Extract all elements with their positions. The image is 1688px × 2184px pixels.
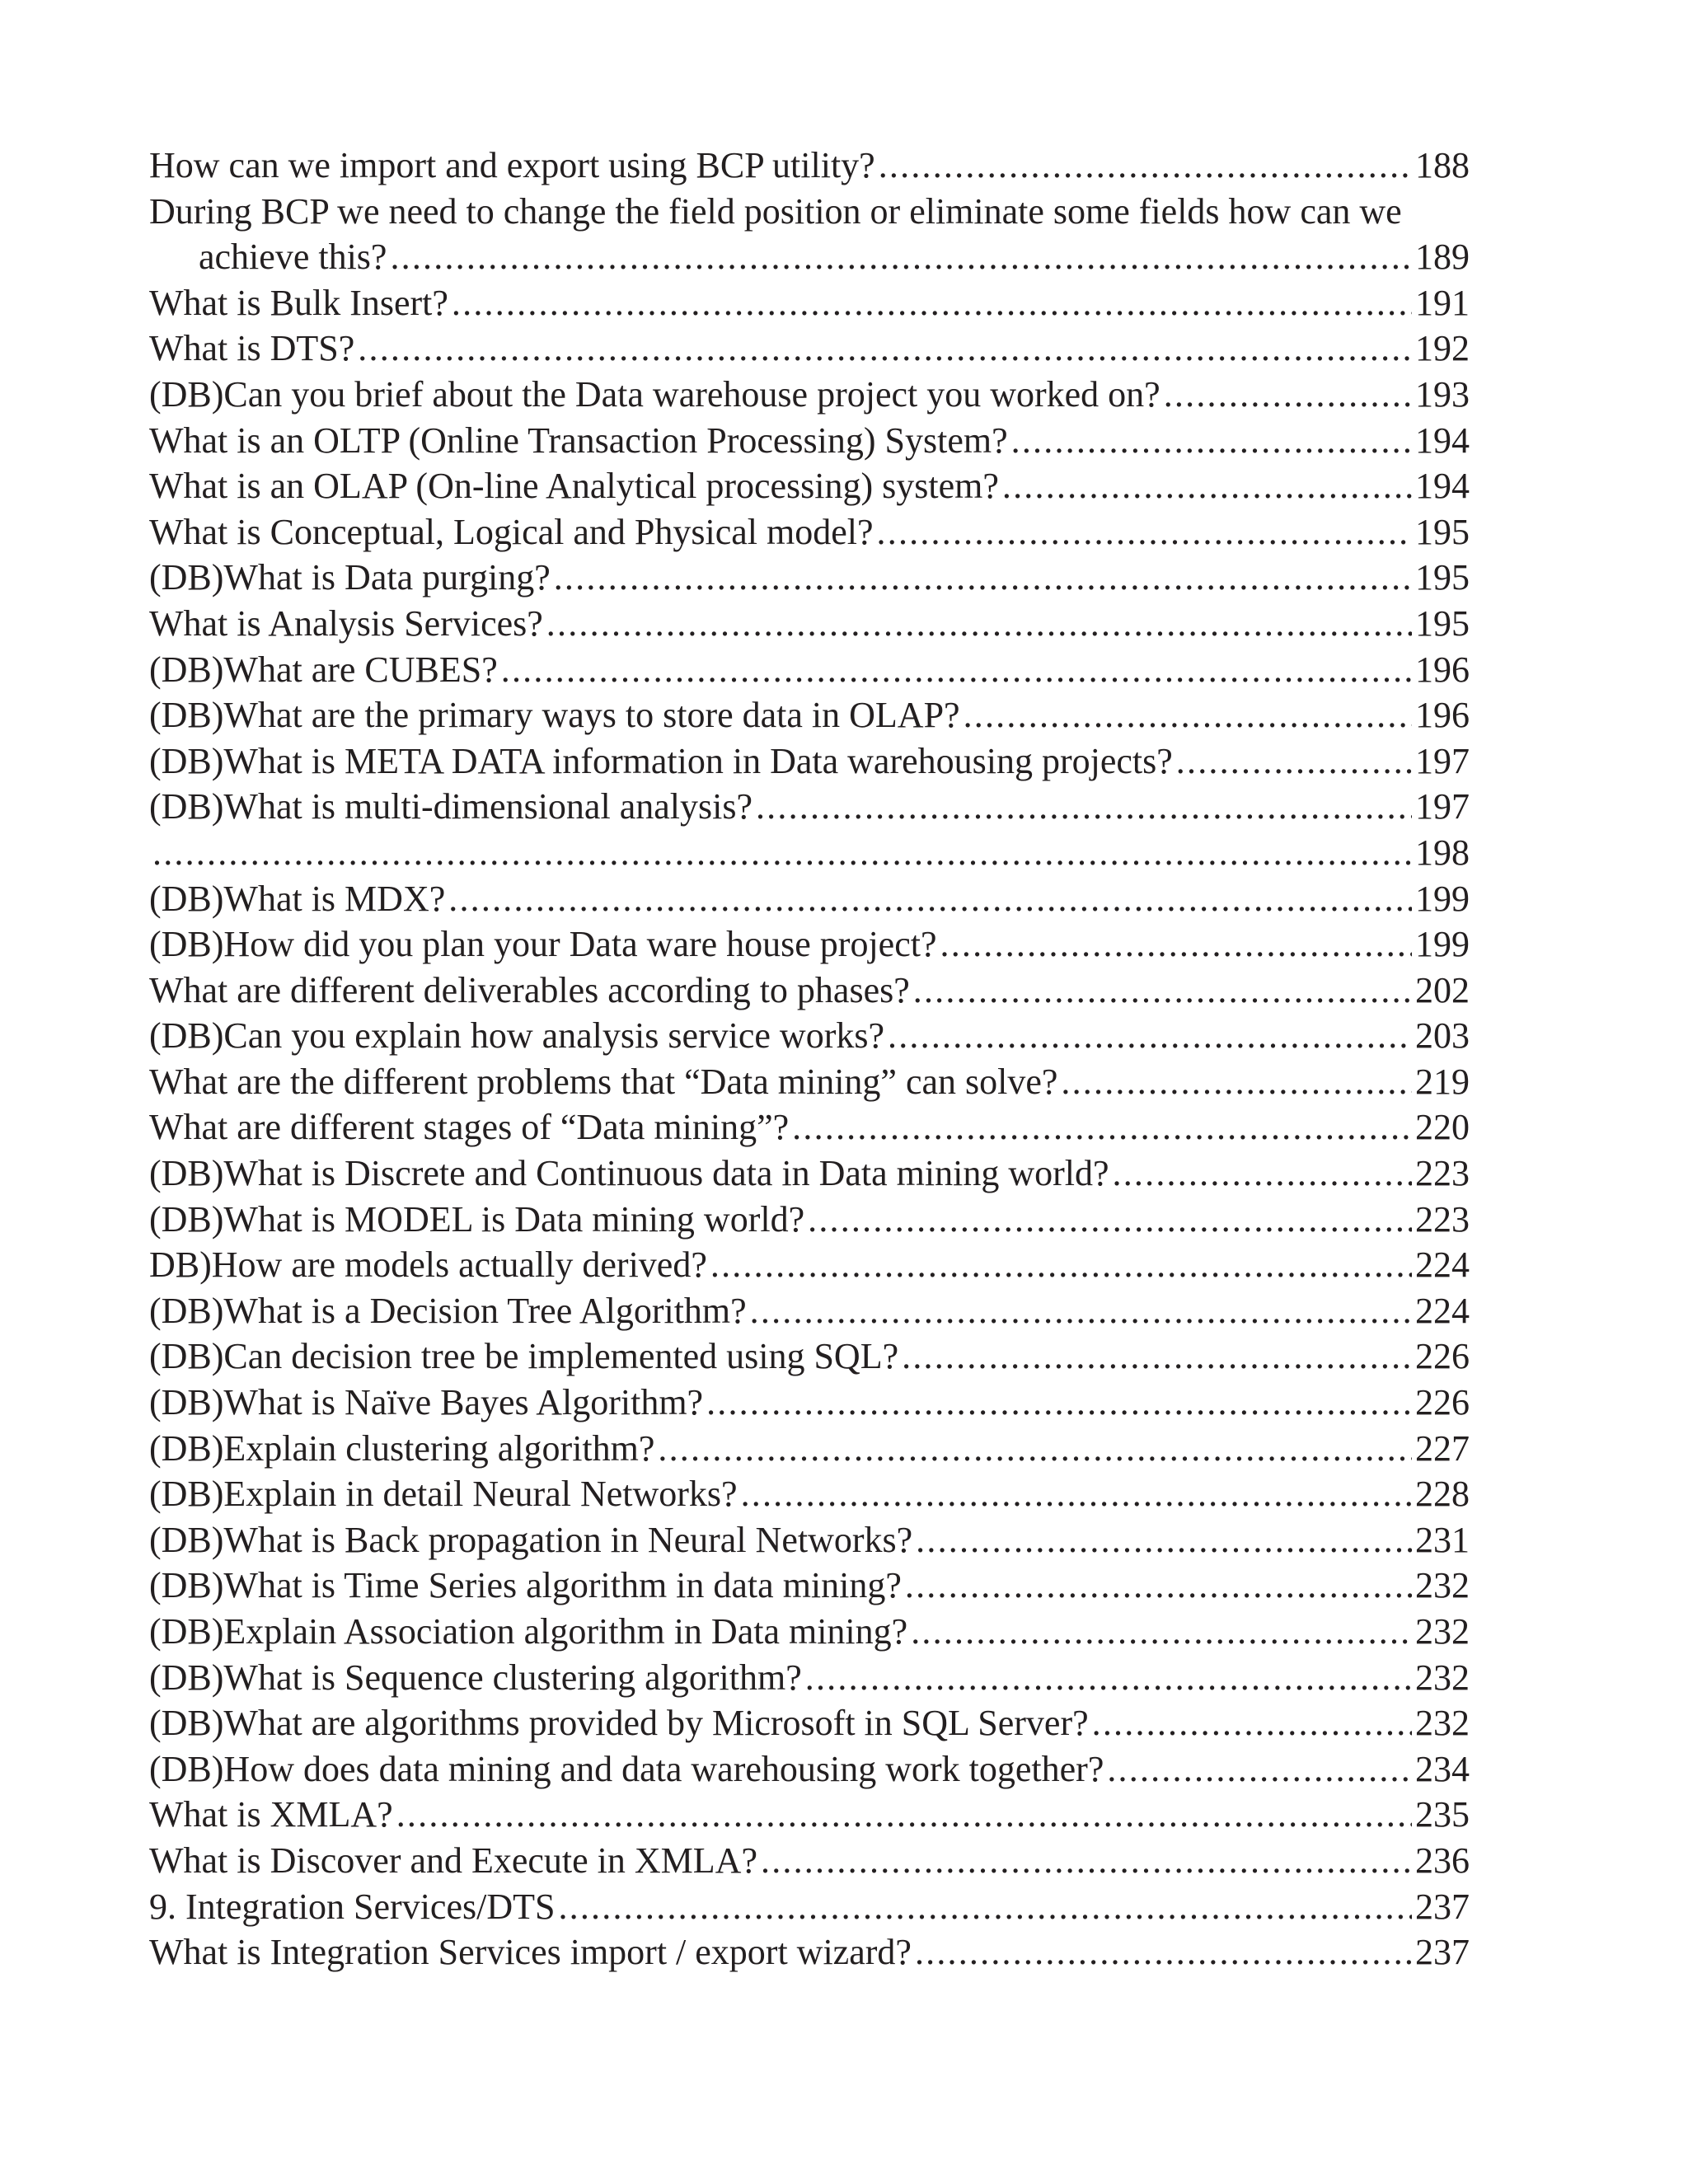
- toc-entry-page-number: 227: [1415, 1427, 1470, 1469]
- dot-leader: [964, 692, 1412, 738]
- toc-entry[interactable]: [149, 1013, 1470, 1059]
- toc-entry[interactable]: [149, 1517, 1470, 1563]
- dot-leader: [805, 1655, 1412, 1701]
- dot-leader: [808, 1197, 1412, 1243]
- toc-entry[interactable]: [149, 1197, 1470, 1243]
- toc-entry[interactable]: [149, 1471, 1470, 1517]
- toc-entry-title: (DB)What is Sequence clustering algorithm?: [149, 1657, 802, 1698]
- dot-leader: [558, 1884, 1412, 1930]
- toc-entry-page-number: 194: [1415, 419, 1470, 461]
- toc-entry-page-number: 235: [1415, 1794, 1470, 1835]
- toc-entry-title: During BCP we need to change the field position or eliminate some fields how can we: [149, 190, 1402, 232]
- toc-entry-page-number: 223: [1415, 1153, 1470, 1194]
- dot-leader: [888, 1013, 1412, 1059]
- toc-entry[interactable]: [149, 921, 1470, 968]
- toc-entry[interactable]: [149, 1929, 1470, 1975]
- toc-entry-title: What is an OLAP (On-line Analytical processing) system?: [149, 466, 999, 507]
- dot-leader: [448, 876, 1412, 922]
- toc-entry[interactable]: [149, 1380, 1470, 1426]
- toc-entry-page-number: 193: [1415, 373, 1470, 415]
- dot-leader: [911, 1609, 1412, 1655]
- toc-entry-title: What is an OLTP (Online Transaction Processing) System?: [149, 419, 1008, 461]
- toc-entry[interactable]: [149, 280, 1470, 326]
- toc-entry-title: (DB)What are algorithms provided by Microsoft in SQL Server?: [149, 1703, 1089, 1744]
- toc-entry-page-number: 188: [1415, 145, 1470, 185]
- toc-entry[interactable]: [149, 830, 1470, 876]
- dot-leader: [879, 143, 1412, 189]
- toc-entry[interactable]: [149, 647, 1470, 693]
- toc-entry-title: 9. Integration Services/DTS: [149, 1886, 556, 1927]
- toc-entry-title: (DB)How does data mining and data warehousing work together?: [149, 1748, 1104, 1789]
- toc-entry-title: What is XMLA?: [149, 1794, 393, 1835]
- toc-entry-page-number: 224: [1415, 1244, 1470, 1286]
- toc-entry-page-number: 220: [1415, 1107, 1470, 1148]
- toc-entry-page-number: 197: [1415, 740, 1470, 781]
- toc-entry-title: (DB)What is a Decision Tree Algorithm?: [149, 1290, 747, 1331]
- toc-entry-title: (DB)What are the primary ways to store data in OLAP?: [149, 695, 960, 736]
- toc-entry[interactable]: [149, 509, 1470, 555]
- toc-entry-title: What is Analysis Services?: [149, 602, 543, 644]
- toc-entry-title: What are different deliverables according to phases?: [149, 969, 910, 1010]
- dot-leader: [756, 784, 1412, 830]
- toc-entry-page-number: 196: [1415, 695, 1470, 736]
- dot-leader: [1164, 372, 1412, 418]
- toc-entry-page-number: 195: [1415, 557, 1470, 598]
- toc-entry-page-number: 234: [1415, 1748, 1470, 1789]
- dot-leader: [1002, 463, 1412, 509]
- toc-entry[interactable]: [149, 1655, 1470, 1701]
- toc-entry-page-number: 226: [1415, 1336, 1470, 1377]
- toc-entry[interactable]: [149, 1884, 1470, 1930]
- dot-leader: [1107, 1746, 1412, 1793]
- toc-entry[interactable]: [149, 1609, 1470, 1655]
- toc-entry[interactable]: [149, 1746, 1470, 1793]
- dot-leader: [358, 326, 1412, 372]
- toc-entry[interactable]: [149, 143, 1470, 189]
- toc-entry[interactable]: [149, 1242, 1470, 1288]
- toc-entry-page-number: 228: [1415, 1474, 1470, 1515]
- dot-leader: [390, 234, 1412, 280]
- toc-entry-title: (DB)What is MDX?: [149, 878, 446, 919]
- toc-entry[interactable]: [149, 1333, 1470, 1380]
- toc-entry-page-number: 237: [1415, 1932, 1470, 1973]
- toc-entry-page-number: 226: [1415, 1382, 1470, 1423]
- toc-entry[interactable]: [149, 463, 1470, 509]
- toc-entry[interactable]: [149, 418, 1470, 464]
- dot-leader: [905, 1563, 1412, 1609]
- toc-entry-title: (DB)How did you plan your Data ware house project?: [149, 924, 937, 965]
- toc-entry-title: (DB)What is Discrete and Continuous data in Data mining world?: [149, 1153, 1109, 1194]
- toc-entry-page-number: 189: [1415, 237, 1470, 278]
- toc-entry-title: (DB)Explain clustering algorithm?: [149, 1427, 655, 1469]
- toc-entry-page-number: 203: [1415, 1015, 1470, 1057]
- toc-entry-page-number: 237: [1415, 1886, 1470, 1927]
- toc-entry-page-number: 192: [1415, 328, 1470, 369]
- toc-entry-page-number: 197: [1415, 786, 1470, 827]
- toc-entry-title: (DB)Explain in detail Neural Networks?: [149, 1474, 738, 1515]
- toc-entry-page-number: 191: [1415, 282, 1470, 323]
- toc-entry[interactable]: [149, 968, 1470, 1014]
- toc-entry[interactable]: [149, 1288, 1470, 1334]
- toc-entry[interactable]: [149, 1104, 1470, 1151]
- toc-entry[interactable]: [149, 738, 1470, 785]
- dot-leader: [916, 1517, 1412, 1563]
- toc-entry-wrapped-first-line[interactable]: [149, 189, 1470, 235]
- toc-entry[interactable]: [149, 1563, 1470, 1609]
- toc-group-before: [149, 143, 1470, 189]
- toc-entry-page-number: 224: [1415, 1290, 1470, 1331]
- toc-group-after: [149, 280, 1470, 1975]
- dot-leader: [1113, 1151, 1412, 1197]
- dot-leader: [761, 1838, 1412, 1884]
- dot-leader: [706, 1380, 1412, 1426]
- toc-entry-page-number: 232: [1415, 1703, 1470, 1744]
- toc-entry-title: (DB)Explain Association algorithm in Data mining?: [149, 1611, 908, 1652]
- dot-leader: [877, 509, 1412, 555]
- toc-entry-title: (DB)What are CUBES?: [149, 649, 498, 690]
- toc-entry[interactable]: [149, 601, 1470, 647]
- toc-entry-title: (DB)Can you brief about the Data warehouse project you worked on?: [149, 373, 1160, 415]
- dot-leader: [1061, 1059, 1412, 1105]
- dot-leader: [1176, 738, 1412, 785]
- toc-entry-title: What is Bulk Insert?: [149, 282, 448, 323]
- toc-entry-page-number: 194: [1415, 466, 1470, 507]
- toc-entry-page-number: 236: [1415, 1840, 1470, 1881]
- toc-entry-page-number: 196: [1415, 649, 1470, 690]
- toc-entry-title: (DB)What is Naïve Bayes Algorithm?: [149, 1382, 704, 1423]
- toc-entry-page-number: 232: [1415, 1565, 1470, 1606]
- dot-leader: [554, 555, 1412, 601]
- dot-leader: [396, 1792, 1412, 1838]
- toc-entry[interactable]: [149, 372, 1470, 418]
- toc-entry[interactable]: [149, 784, 1470, 830]
- toc-entry-page-number: 223: [1415, 1198, 1470, 1240]
- toc-entry[interactable]: [149, 326, 1470, 372]
- toc-entry-title: (DB)What is Time Series algorithm in data mining?: [149, 1565, 902, 1606]
- toc-entry[interactable]: [149, 1700, 1470, 1746]
- toc-entry[interactable]: [149, 1059, 1470, 1105]
- dot-leader: [1011, 418, 1412, 464]
- toc-entry-wrapped-second-line[interactable]: [149, 234, 1470, 280]
- toc-entry-title: DB)How are models actually derived?: [149, 1244, 707, 1286]
- toc-entry-page-number: 219: [1415, 1061, 1470, 1102]
- toc-entry[interactable]: [149, 1426, 1470, 1472]
- dot-leader: [710, 1242, 1412, 1288]
- toc-entry-title: (DB)What is Back propagation in Neural Networks?: [149, 1519, 913, 1560]
- toc-entry-page-number: 195: [1415, 511, 1470, 552]
- dot-leader: [452, 280, 1412, 326]
- toc-entry-title: What are the different problems that “Data mining” can solve?: [149, 1061, 1058, 1102]
- toc-entry[interactable]: [149, 876, 1470, 922]
- toc-entry-title: What is Conceptual, Logical and Physical model?: [149, 511, 874, 552]
- dot-leader: [546, 601, 1412, 647]
- toc-entry-title: What is Integration Services import / export wizard?: [149, 1932, 912, 1973]
- toc-entry-title: achieve this?: [199, 237, 387, 278]
- toc-entry-title: How can we import and export using BCP utility?: [149, 145, 875, 185]
- toc-entry-page-number: 232: [1415, 1611, 1470, 1652]
- dot-leader: [913, 968, 1412, 1014]
- toc-entry-title: (DB)Can you explain how analysis service works?: [149, 1015, 885, 1057]
- dot-leader: [750, 1288, 1412, 1334]
- toc-entry[interactable]: [149, 692, 1470, 738]
- toc-entry[interactable]: [149, 555, 1470, 601]
- dot-leader: [902, 1333, 1412, 1380]
- toc-entry[interactable]: [149, 1792, 1470, 1838]
- table-of-contents: [149, 143, 1470, 1975]
- dot-leader: [792, 1104, 1412, 1151]
- toc-entry-title: (DB)What is META DATA information in Data warehousing projects?: [149, 740, 1173, 781]
- toc-entry-page-number: 231: [1415, 1519, 1470, 1560]
- toc-entry-page-number: 195: [1415, 602, 1470, 644]
- toc-entry-page-number: 232: [1415, 1657, 1470, 1698]
- toc-entry-title: (DB)What is multi-dimensional analysis?: [149, 786, 753, 827]
- toc-entry-title: (DB)What is MODEL is Data mining world?: [149, 1198, 805, 1240]
- dot-leader: [1092, 1700, 1412, 1746]
- dot-leader: [741, 1471, 1412, 1517]
- toc-entry-title: What is Discover and Execute in XMLA?: [149, 1840, 757, 1881]
- dot-leader: [940, 921, 1413, 968]
- dot-leader: [658, 1426, 1412, 1472]
- toc-entry-page-number: 199: [1415, 924, 1470, 965]
- dot-leader: [915, 1929, 1412, 1975]
- toc-entry[interactable]: [149, 1838, 1470, 1884]
- dot-leader: [152, 830, 1412, 876]
- toc-entry-page-number: 202: [1415, 969, 1470, 1010]
- dot-leader: [501, 647, 1412, 693]
- toc-entry-page-number: 199: [1415, 878, 1470, 919]
- toc-entry-title: What are different stages of “Data mining”?: [149, 1107, 790, 1148]
- toc-entry-title: (DB)What is Data purging?: [149, 557, 551, 598]
- toc-entry-title: (DB)Can decision tree be implemented using SQL?: [149, 1336, 899, 1377]
- toc-entry-page-number: 198: [1415, 832, 1470, 873]
- toc-entry[interactable]: [149, 1151, 1470, 1197]
- toc-entry-title: What is DTS?: [149, 328, 355, 369]
